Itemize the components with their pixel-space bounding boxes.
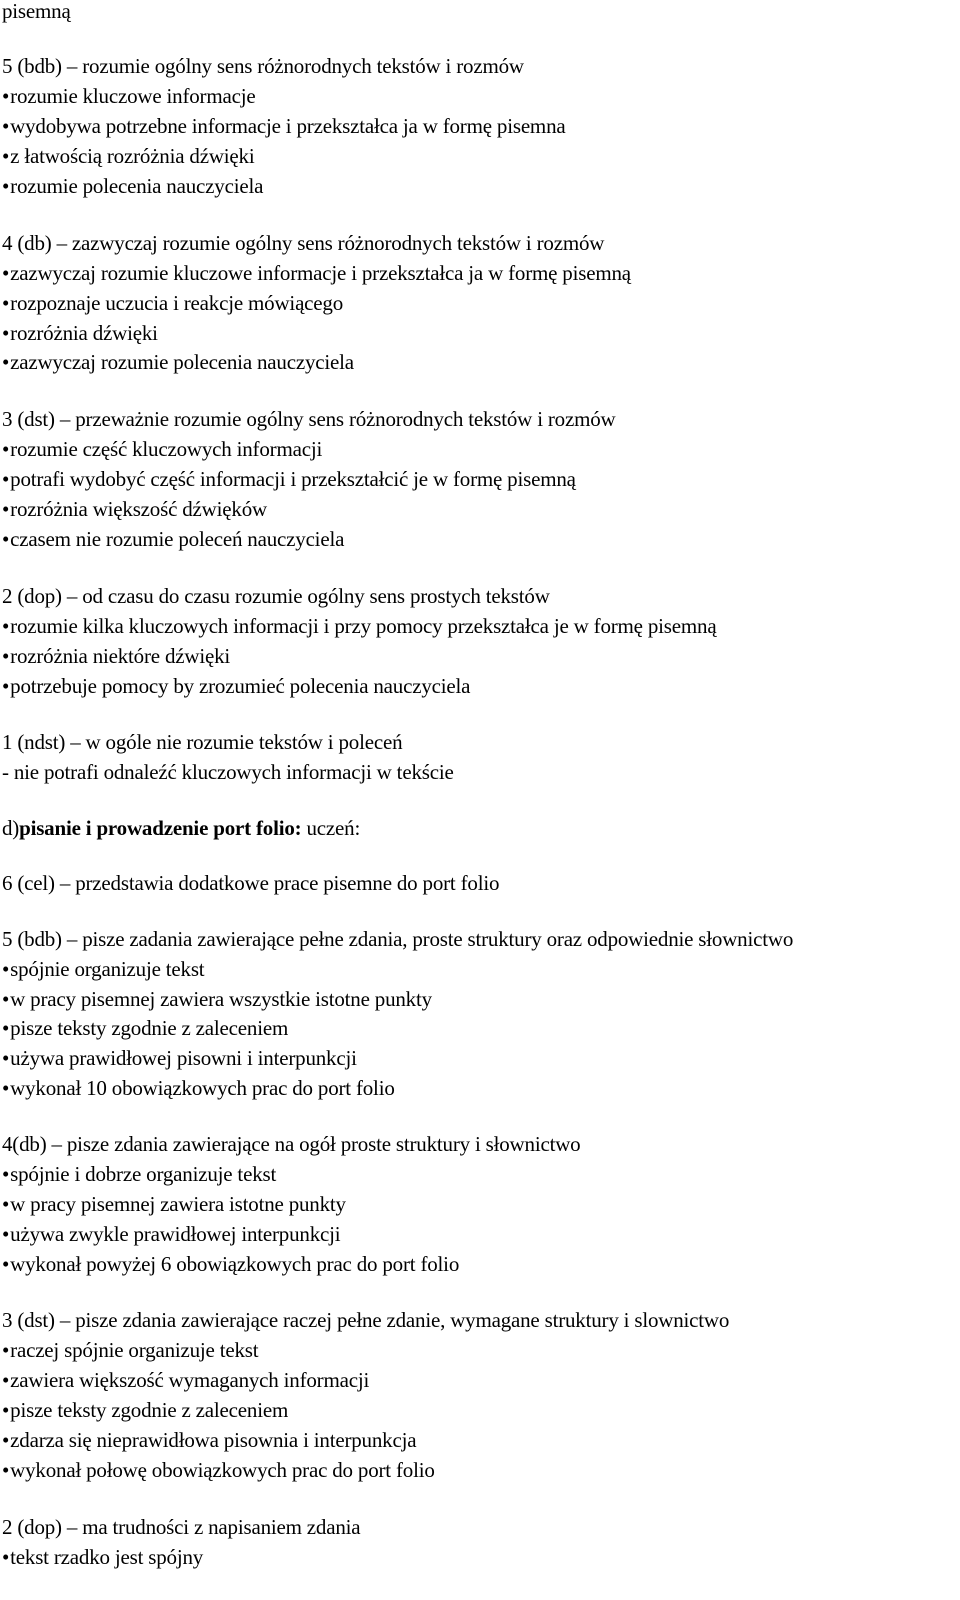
list-item-text: z łatwością rozróżnia dźwięki xyxy=(10,144,255,168)
list-item xyxy=(2,496,267,522)
bullet-icon: • xyxy=(2,644,10,668)
list-item xyxy=(2,956,204,982)
list-item xyxy=(2,526,344,552)
grade-heading: 1 (ndst) – w ogóle nie rozumie tekstów i poleceń xyxy=(2,730,403,754)
grade-heading: 3 (dst) – pisze zdania zawierające raczej pełne zdanie, wymagane struktury i slownictwo xyxy=(2,1308,730,1332)
bullet-icon: • xyxy=(2,84,10,108)
section-heading xyxy=(2,815,360,841)
bullet-icon: • xyxy=(2,1076,10,1100)
list-item xyxy=(2,1544,203,1570)
bullet-icon: • xyxy=(2,291,10,315)
list-item xyxy=(2,1367,369,1393)
bullet-icon: • xyxy=(2,1545,10,1569)
bullet-icon: • xyxy=(2,1162,10,1186)
list-item xyxy=(2,1191,346,1217)
list-item xyxy=(2,466,576,492)
grade-heading: 3 (dst) – przeważnie rozumie ogólny sens różnorodnych tekstów i rozmów xyxy=(2,407,616,431)
list-item-text: spójnie organizuje tekst xyxy=(10,957,205,981)
list-item-text: zawiera większość wymaganych informacji xyxy=(10,1368,370,1392)
bullet-icon: • xyxy=(2,527,10,551)
list-item-text: tekst rzadko jest spójny xyxy=(10,1545,204,1569)
list-item xyxy=(2,436,322,462)
list-item xyxy=(2,986,432,1012)
list-item-text: wykonał połowę obowiązkowych prac do port folio xyxy=(10,1458,435,1482)
list-item-text: używa prawidłowej pisowni i interpunkcji xyxy=(10,1046,357,1070)
list-item-text: rozumie polecenia nauczyciela xyxy=(10,174,264,198)
list-item-text: rozróżnia dźwięki xyxy=(10,321,158,345)
bullet-icon: • xyxy=(2,321,10,345)
list-item-text: rozumie kluczowe informacje xyxy=(10,84,256,108)
list-item-text: pisze teksty zgodnie z zaleceniem xyxy=(10,1016,289,1040)
bullet-icon: • xyxy=(2,174,10,198)
list-item-text: potrafi wydobyć część informacji i przekształcić je w formę pisemną xyxy=(10,467,576,491)
list-item-text: używa zwykle prawidłowej interpunkcji xyxy=(10,1222,341,1246)
grade-heading: 5 (bdb) – rozumie ogólny sens różnorodnych tekstów i rozmów xyxy=(2,54,524,78)
list-item xyxy=(2,320,158,346)
bullet-icon: • xyxy=(2,1398,10,1422)
bullet-icon: • xyxy=(2,1046,10,1070)
grade-heading: 4 (db) – zazwyczaj rozumie ogólny sens różnorodnych tekstów i rozmów xyxy=(2,231,605,255)
list-item-text: wykonał powyżej 6 obowiązkowych prac do port folio xyxy=(10,1252,460,1276)
list-item xyxy=(2,290,343,316)
list-item xyxy=(2,1457,435,1483)
list-item xyxy=(2,113,566,139)
bullet-icon: • xyxy=(2,614,10,638)
list-item-text: zazwyczaj rozumie polecenia nauczyciela xyxy=(10,350,354,374)
list-item-text: spójnie i dobrze organizuje tekst xyxy=(10,1162,277,1186)
section-prefix: d) xyxy=(2,816,20,840)
list-item-text: rozumie część kluczowych informacji xyxy=(10,437,323,461)
bullet-icon: • xyxy=(2,1368,10,1392)
bullet-icon: • xyxy=(2,114,10,138)
text-line: - nie potrafi odnaleźć kluczowych informacji w tekście xyxy=(2,760,454,784)
grade-heading: 5 (bdb) – pisze zadania zawierające pełne zdania, proste struktury oraz odpowiednie słownictwo xyxy=(2,927,794,951)
list-item-text: rozróżnia niektóre dźwięki xyxy=(10,644,231,668)
bullet-icon: • xyxy=(2,987,10,1011)
bullet-icon: • xyxy=(2,957,10,981)
grade-heading: 6 (cel) – przedstawia dodatkowe prace pisemne do port folio xyxy=(2,871,500,895)
list-item xyxy=(2,143,255,169)
bullet-icon: • xyxy=(2,144,10,168)
list-item xyxy=(2,1075,395,1101)
section-suffix: uczeń: xyxy=(301,816,361,840)
bullet-icon: • xyxy=(2,437,10,461)
list-item-text: rozróżnia większość dźwięków xyxy=(10,497,267,521)
text-line: pisemną xyxy=(2,0,71,23)
list-item xyxy=(2,1337,258,1363)
bullet-icon: • xyxy=(2,497,10,521)
list-item xyxy=(2,83,255,109)
list-item xyxy=(2,1397,288,1423)
list-item-text: raczej spójnie organizuje tekst xyxy=(10,1338,259,1362)
list-item-text: zdarza się nieprawidłowa pisownia i interpunkcja xyxy=(10,1428,417,1452)
list-item-text: w pracy pisemnej zawiera istotne punkty xyxy=(10,1192,346,1216)
bullet-icon: • xyxy=(2,674,10,698)
list-item xyxy=(2,1045,357,1071)
list-item xyxy=(2,613,716,639)
bullet-icon: • xyxy=(2,467,10,491)
list-item xyxy=(2,673,470,699)
list-item xyxy=(2,173,263,199)
bullet-icon: • xyxy=(2,1338,10,1362)
list-item xyxy=(2,1251,459,1277)
list-item xyxy=(2,260,631,286)
list-item-text: czasem nie rozumie poleceń nauczyciela xyxy=(10,527,345,551)
list-item xyxy=(2,643,230,669)
bullet-icon: • xyxy=(2,1458,10,1482)
list-item xyxy=(2,1427,416,1453)
list-item xyxy=(2,349,354,375)
list-item xyxy=(2,1015,288,1041)
bullet-icon: • xyxy=(2,1222,10,1246)
list-item xyxy=(2,1221,340,1247)
section-title: pisanie i prowadzenie port folio: xyxy=(19,816,302,840)
grade-heading: 2 (dop) – ma trudności z napisaniem zdania xyxy=(2,1515,361,1539)
grade-heading: 2 (dop) – od czasu do czasu rozumie ogólny sens prostych tekstów xyxy=(2,584,550,608)
bullet-icon: • xyxy=(2,1192,10,1216)
bullet-icon: • xyxy=(2,261,10,285)
list-item-text: zazwyczaj rozumie kluczowe informacje i przekształca ja w formę pisemną xyxy=(10,261,631,285)
bullet-icon: • xyxy=(2,1428,10,1452)
bullet-icon: • xyxy=(2,1252,10,1276)
list-item-text: potrzebuje pomocy by zrozumieć polecenia nauczyciela xyxy=(10,674,471,698)
list-item-text: rozpoznaje uczucia i reakcje mówiącego xyxy=(10,291,344,315)
list-item-text: pisze teksty zgodnie z zaleceniem xyxy=(10,1398,289,1422)
list-item-text: wykonał 10 obowiązkowych prac do port folio xyxy=(10,1076,395,1100)
list-item-text: rozumie kilka kluczowych informacji i przy pomocy przekształca je w formę pisemną xyxy=(10,614,717,638)
list-item-text: w pracy pisemnej zawiera wszystkie istotne punkty xyxy=(10,987,432,1011)
list-item-text: wydobywa potrzebne informacje i przekształca ja w formę pisemna xyxy=(10,114,566,138)
grade-heading: 4(db) – pisze zdania zawierające na ogół proste struktury i słownictwo xyxy=(2,1132,581,1156)
bullet-icon: • xyxy=(2,350,10,374)
list-item xyxy=(2,1161,276,1187)
bullet-icon: • xyxy=(2,1016,10,1040)
